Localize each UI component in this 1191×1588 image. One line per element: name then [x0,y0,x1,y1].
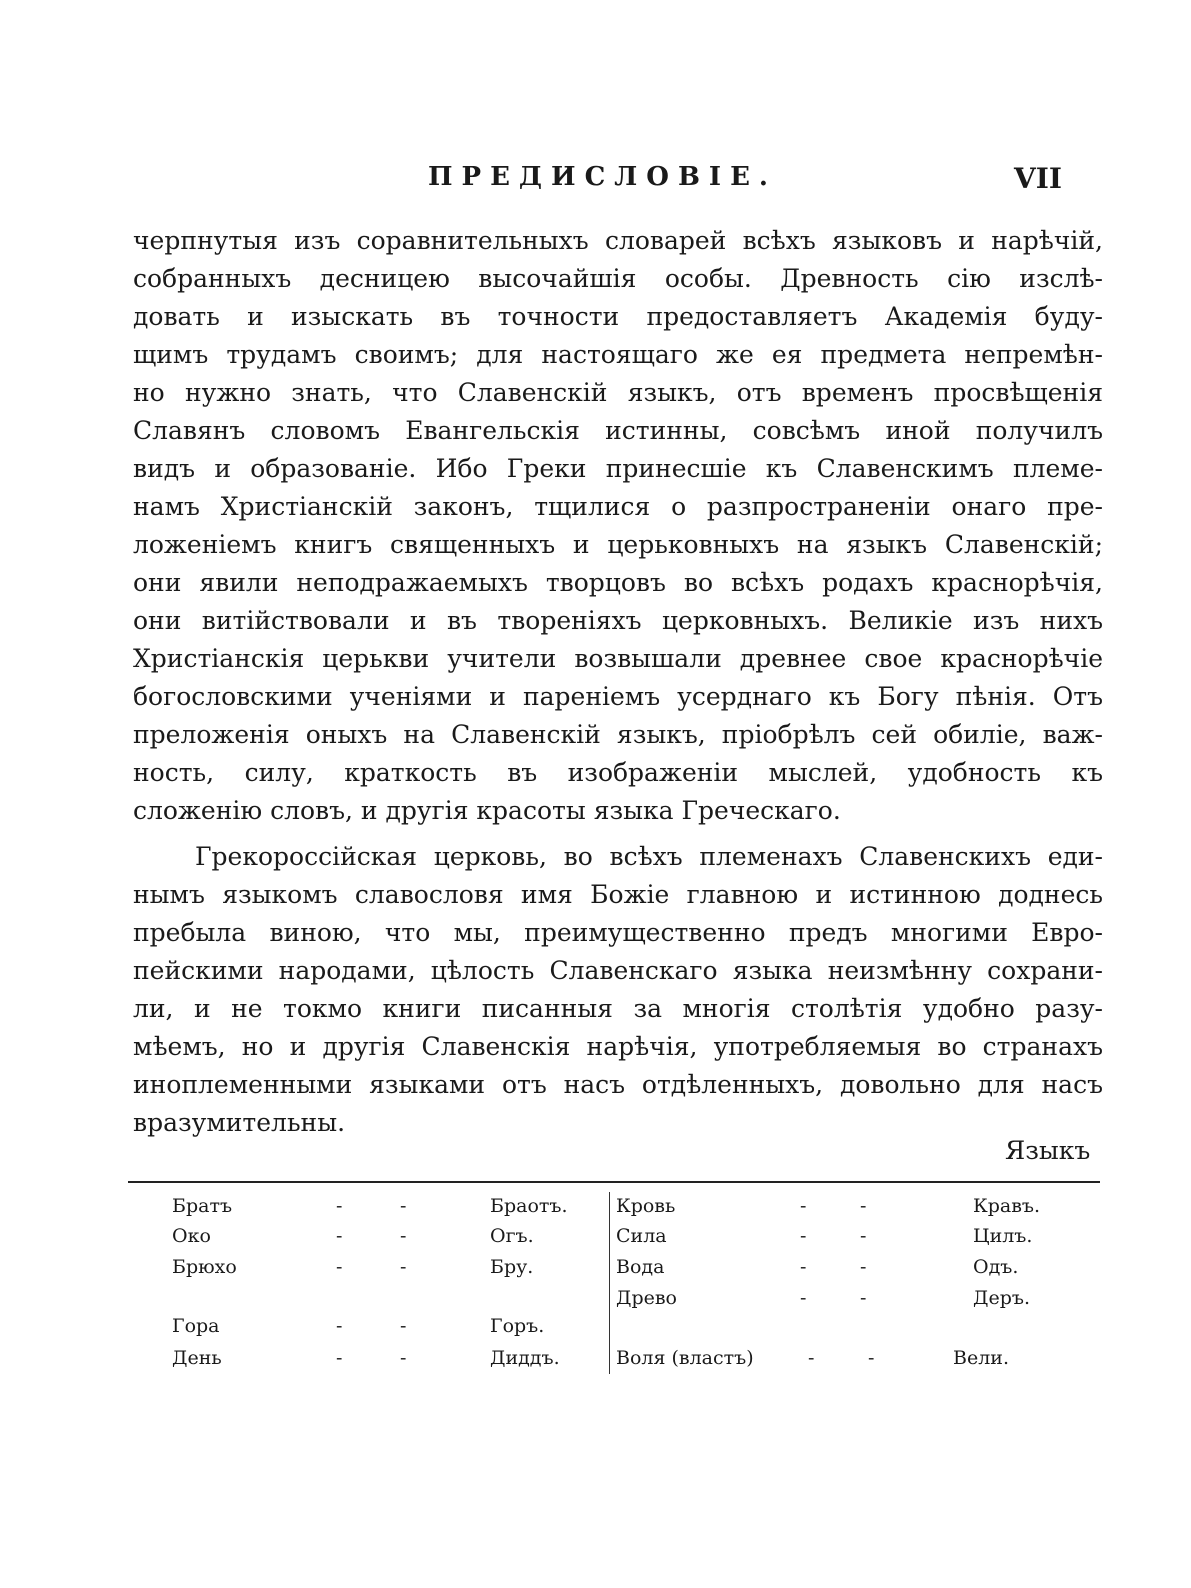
table-dash: - [336,1256,343,1278]
text-line: мѣемъ, но и другія Славенскія нарѣчія, употребляемыя во странахъ [133,1032,1103,1061]
text-line: ли, и не токмо книги писанныя за многія столѣтія удобно разу- [133,994,1103,1023]
table-equivalent-right: Одъ. [973,1256,1019,1278]
table-dash: - [860,1287,867,1309]
text-line: иноплеменными языками отъ насъ отдѣленныхъ, довольно для насъ [133,1070,1103,1099]
table-dash: - [400,1225,407,1247]
table-dash: - [800,1287,807,1309]
table-dash: - [800,1225,807,1247]
text-line: пребыла виною, что мы, преимущественно предъ многими Евро- [133,918,1103,947]
table-dash: - [336,1315,343,1337]
text-line: вразумительны. [133,1108,346,1137]
table-dash: - [336,1225,343,1247]
text-line: но нужно знать, что Славенскій языкъ, отъ временъ просвѣщенія [133,378,1103,407]
table-dash: - [400,1195,407,1217]
table-dash: - [400,1347,407,1369]
table-dash: - [860,1195,867,1217]
table-equivalent-left: Бру. [490,1256,534,1278]
text-line: преложенія оныхъ на Славенскій языкъ, пріобрѣлъ сей обиліе, важ- [133,720,1103,749]
table-equivalent-left: Браотъ. [490,1195,568,1217]
table-word-right: Вода [616,1256,665,1278]
table-word-left: Брюхо [172,1256,237,1278]
text-line: они явили неподражаемыхъ творцовъ во всѣхъ родахъ краснорѣчія, [133,568,1103,597]
text-line: ложеніемъ книгъ священныхъ и церьковныхъ на языкъ Славенскій; [133,530,1103,559]
table-equivalent-left: Огъ. [490,1225,534,1247]
table-dash: - [336,1195,343,1217]
table-dash: - [400,1315,407,1337]
table-dash: - [868,1347,875,1369]
table-equivalent-left: Диддъ. [490,1347,560,1369]
table-equivalent-right: Деръ. [973,1287,1030,1309]
text-line: нымъ языкомъ славословя имя Божіе главною и истинною доднесь [133,880,1103,909]
table-equivalent-right: Кравъ. [973,1195,1041,1217]
text-line: видъ и образованіе. Ибо Греки принесшіе къ Славенскимъ племе- [133,454,1103,483]
table-word-left: День [172,1347,222,1369]
table-dash: - [860,1225,867,1247]
text-line: ность, силу, краткость въ изображеніи мыслей, удобность къ [133,758,1103,787]
table-equivalent-right: Вели. [953,1347,1009,1369]
text-line: Грекороссійская церковь, во всѣхъ племенахъ Славенскихъ еди- [195,842,1103,871]
text-line: щимъ трудамъ своимъ; для настоящаго же ея предмета непремѣн- [133,340,1103,369]
table-word-left: Братъ [172,1195,233,1217]
running-header-title: ПРЕДИСЛОВІЕ. [428,162,777,192]
text-line: довать и изыскать въ точности предоставляетъ Академія буду- [133,302,1103,331]
table-equivalent-left: Горъ. [490,1315,545,1337]
table-dash: - [808,1347,815,1369]
table-word-right: Воля (властъ) [616,1347,754,1369]
table-dash: - [336,1347,343,1369]
table-word-left: Гора [172,1315,220,1337]
table-word-right: Сила [616,1225,667,1247]
table-word-left: Око [172,1225,211,1247]
horizontal-rule [128,1181,1100,1183]
page-number: VII [1014,162,1062,195]
text-line: богословскими ученіями и пареніемъ усерднаго къ Богу пѣнія. Отъ [133,682,1103,711]
paragraph-2 [133,838,1103,1142]
text-line: собранныхъ десницею высочайшія особы. Древность сію изслѣ- [133,264,1103,293]
catchword: Языкъ [1005,1136,1091,1165]
table-word-right: Древо [616,1287,677,1309]
text-line: Христіанскія церькви учители возвышали древнее свое краснорѣчіе [133,644,1103,673]
text-line: сложенію словъ, и другія красоты языка Греческаго. [133,796,841,825]
text-line: Славянъ словомъ Евангельскія истинны, совсѣмъ иной получилъ [133,416,1103,445]
word-comparison-table [0,1192,1191,1382]
table-dash: - [800,1195,807,1217]
paragraph-1 [133,222,1103,830]
table-dash: - [800,1256,807,1278]
table-word-right: Кровь [616,1195,676,1217]
text-line: пейскими народами, цѣлость Славенскаго языка неизмѣнну сохрани- [133,956,1103,985]
table-dash: - [400,1256,407,1278]
text-line: черпнутыя изъ соравнительныхъ словарей всѣхъ языковъ и нарѣчій, [133,226,1103,255]
text-line: они витійствовали и въ твореніяхъ церковныхъ. Великіе изъ нихъ [133,606,1103,635]
table-dash: - [860,1256,867,1278]
text-line: намъ Христіанскій законъ, тщилися о разпространеніи онаго пре- [133,492,1103,521]
table-equivalent-right: Цилъ. [973,1225,1033,1247]
